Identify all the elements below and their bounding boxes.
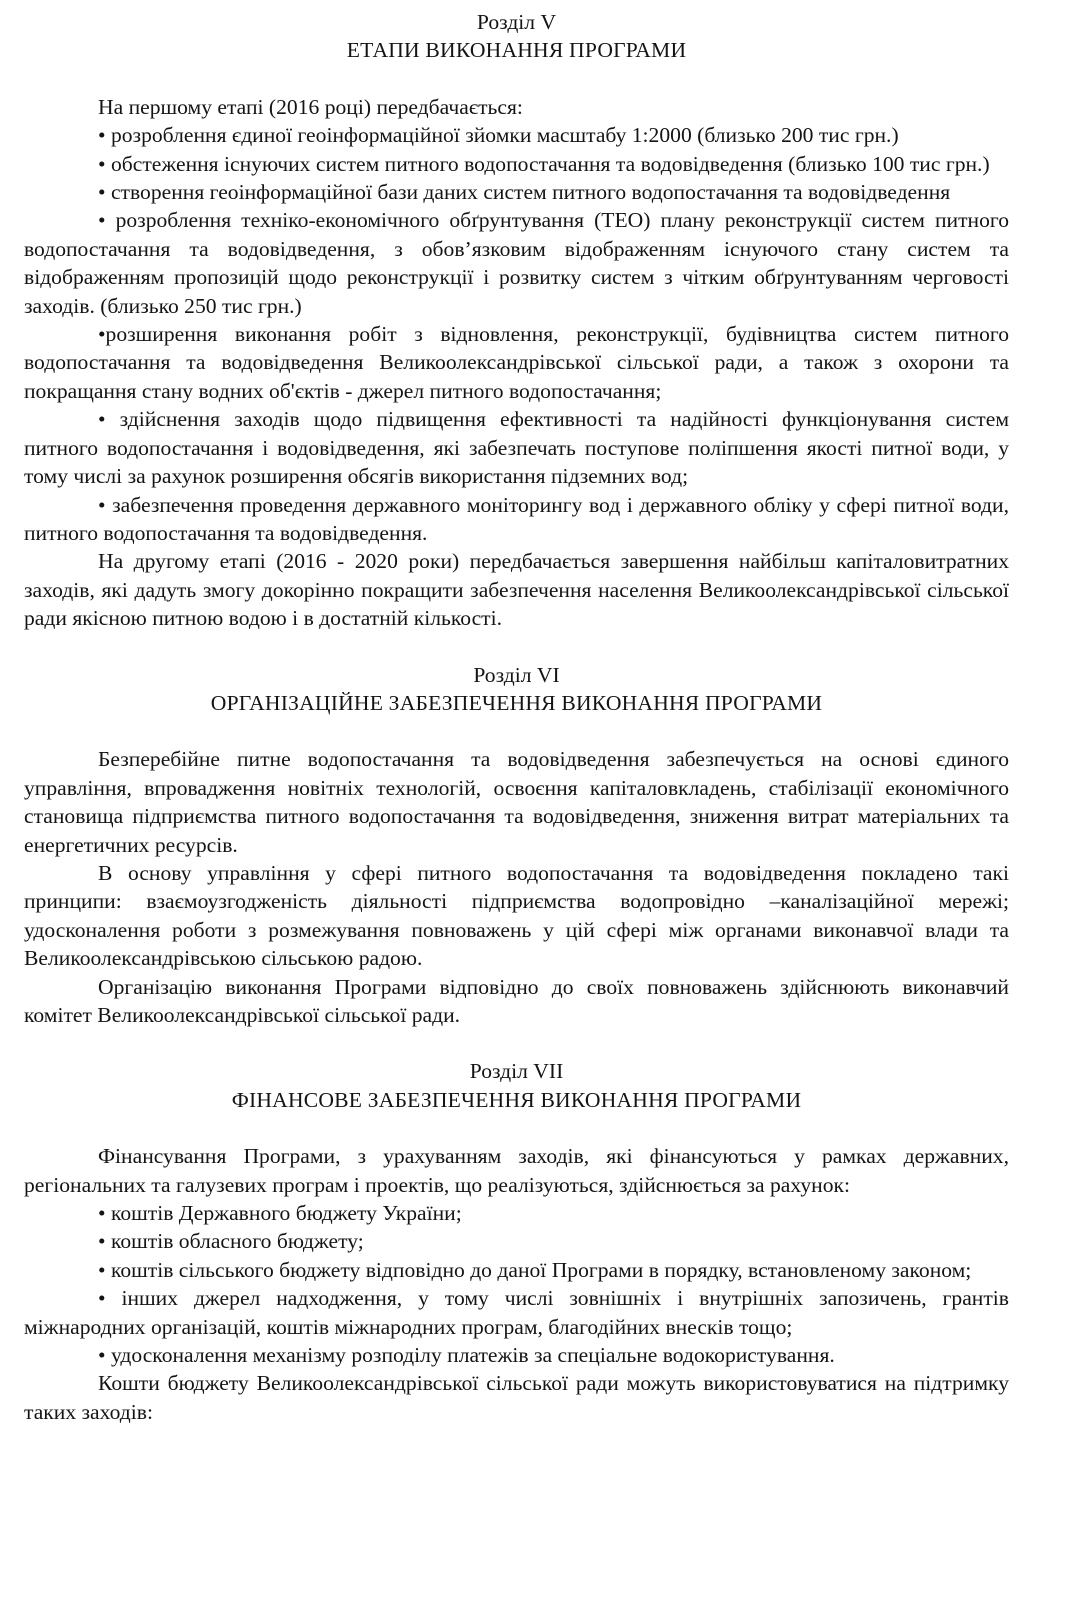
bullet-paragraph: • інших джерел надходження, у тому числі зовнішніх і внутрішніх запозичень, грантів міжнародних організацій, коштів міжнародних програм, благодійних внесків тощо;	[24, 1286, 1009, 1339]
paragraph: На першому етапі (2016 році) передбачається:	[98, 94, 523, 119]
bullet-paragraph: • створення геоінформаційної бази даних систем питного водопостачання та водовідведення	[98, 180, 951, 205]
section-title: ОРГАНІЗАЦІЙНЕ ЗАБЕЗПЕЧЕННЯ ВИКОНАННЯ ПРОГРАМИ	[210, 690, 823, 715]
bullet-paragraph: • забезпечення проведення державного моніторингу вод і державного обліку у сфері питної води, питного водопостачання та водовідведення.	[24, 492, 1009, 545]
section-number: Розділ V	[476, 10, 557, 34]
section-number: Розділ VII	[469, 1059, 564, 1084]
bullet-paragraph: • коштів обласного бюджету;	[98, 1229, 364, 1254]
paragraph: Фінансування Програми, з урахуванням заходів, які фінансуються у рамках державних, регіональних та галузевих програм і проектів, що реалізуються, здійснюється за рахунок:	[24, 1144, 1009, 1197]
section-v	[24, 8, 1009, 633]
section-title: ФІНАНСОВЕ ЗАБЕЗПЕЧЕННЯ ВИКОНАННЯ ПРОГРАМИ	[231, 1087, 802, 1112]
spacer	[24, 65, 1009, 93]
paragraph: В основу управління у сфері питного водопостачання та водовідведення покладено такі принципи: взаємоузгодженість діяльності підприємства водопровідно –каналізаційної мережі; удосконалення роботи з розмежування повноважень у цій сфері між органами виконавчої влади та Великоолександрівською сільською радою.	[24, 860, 1009, 971]
paragraph: Кошти бюджету Великоолександрівської сільської ради можуть використовуватися на підтримку таких заходів:	[24, 1371, 1009, 1424]
section-vi	[24, 661, 1009, 1030]
spacer	[24, 1029, 1009, 1057]
bullet-paragraph: •розширення виконання робіт з відновлення, реконструкції, будівництва систем питного водопостачання та водовідведення Великоолександрівської сільської ради, а також з охорони та покращання стану водних об'єктів - джерел питного водопостачання;	[24, 322, 1009, 403]
section-title: ЕТАПИ ВИКОНАННЯ ПРОГРАМИ	[346, 38, 687, 63]
spacer	[24, 1114, 1009, 1142]
spacer	[24, 717, 1009, 745]
bullet-paragraph: • удосконалення механізму розподілу платежів за спеціальне водокористування.	[98, 1343, 835, 1368]
bullet-paragraph: • здійснення заходів щодо підвищення ефективності та надійності функціонування систем питного водопостачання і водовідведення, які забезпечать поступове поліпшення якості питної води, у тому числі за рахунок розширення обсягів використання підземних вод;	[24, 407, 1009, 489]
section-heading	[24, 8, 1009, 65]
bullet-paragraph: • коштів сільського бюджету відповідно до даної Програми в порядку, встановленому законом;	[98, 1257, 972, 1282]
spacer	[24, 633, 1009, 661]
bullet-paragraph: • коштів Державного бюджету України;	[98, 1201, 462, 1226]
paragraph: На другому етапі (2016 - 2020 роки) передбачається завершення найбільш капіталовитратних заходів, які дадуть змогу докорінно покращити забезпечення населення Великоолександрівської сільської ради якісною питною водою і в достатній кількості.	[24, 549, 1009, 631]
section-number: Розділ VI	[473, 662, 560, 687]
section-heading	[24, 661, 1009, 718]
section-heading	[24, 1057, 1009, 1114]
section-vii	[24, 1057, 1009, 1426]
bullet-paragraph: • розроблення єдиної геоінформаційної зйомки масштабу 1:2000 (близько 200 тис грн.)	[98, 123, 899, 148]
bullet-paragraph: • розроблення техніко-економічного обґрунтування (ТЕО) плану реконструкції систем питного водопостачання та водовідведення, з обов’язковим відображенням існуючого стану систем та відображенням пропозицій щодо реконструкції і розвитку систем з чітким обґрунтуванням черговості заходів. (близько 250 тис грн.)	[24, 208, 1009, 318]
paragraph: Безперебійне питне водопостачання та водовідведення забезпечується на основі єдиного управління, впровадження новітніх технологій, освоєння капіталовкладень, стабілізації економічного становища підприємства питного водопостачання та водовідведення, зниження витрат матеріальних та енергетичних ресурсів.	[24, 747, 1009, 857]
paragraph: Організацію виконання Програми відповідно до своїх повноважень здійснюють виконавчий комітет Великоолександрівської сільської ради.	[24, 974, 1009, 1027]
bullet-paragraph: • обстеження існуючих систем питного водопостачання та водовідведення (близько 100 тис грн.)	[98, 151, 990, 176]
